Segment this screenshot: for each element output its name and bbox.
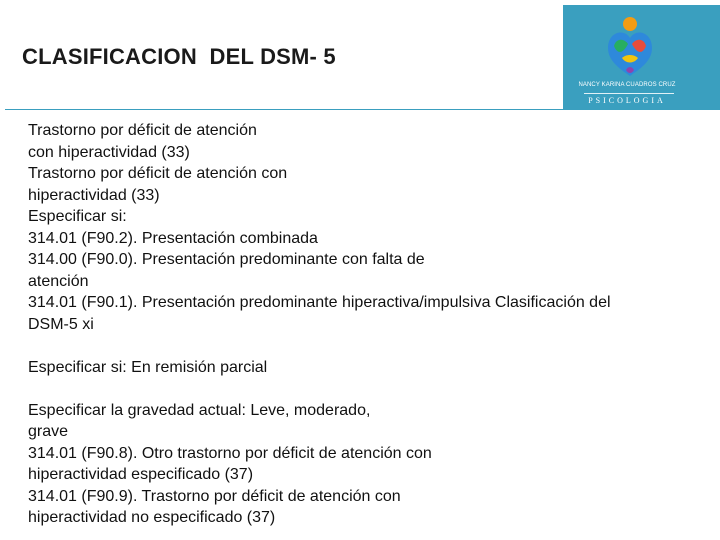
- logo-name: NANCY KARINA CUADROS CRUZ: [578, 82, 676, 88]
- body-line: hiperactividad especificado (37): [28, 466, 254, 483]
- body-line: hiperactividad no especificado (37): [28, 509, 276, 526]
- slide-header: [0, 0, 720, 110]
- body-line: con hiperactividad (33): [28, 143, 190, 161]
- body-line: DSM-5 xi: [28, 315, 94, 333]
- paragraph-gap: [28, 335, 708, 357]
- body-line: 314.01 (F90.9). Trastorno por déficit de atención con: [28, 487, 401, 505]
- logo-divider: [584, 93, 674, 94]
- body-line: hiperactividad (33): [28, 186, 160, 204]
- body-line: Trastorno por déficit de atención: [28, 122, 257, 139]
- body-line: atención: [28, 272, 89, 290]
- paragraph-gap: [28, 378, 708, 400]
- body-line: 314.00 (F90.0). Presentación predominante con falta de: [28, 251, 425, 268]
- body-line: Especificar la gravedad actual: Leve, moderado,: [28, 401, 371, 419]
- body-line: 314.01 (F90.8). Otro trastorno por déficit de atención con: [28, 444, 432, 462]
- body-line: 314.01 (F90.2). Presentación combinada: [28, 229, 318, 247]
- slide-body: [28, 120, 708, 529]
- logo-subtitle: PSICOLOGIA: [588, 96, 666, 105]
- slide-title: CLASIFICACION DEL DSM- 5: [22, 44, 336, 69]
- body-line: Especificar si:: [28, 208, 127, 225]
- body-line: Especificar si: En remisión parcial: [28, 358, 268, 376]
- body-line: Trastorno por déficit de atención con: [28, 165, 288, 182]
- body-line: grave: [28, 423, 69, 440]
- body-line: 314.01 (F90.1). Presentación predominante hiperactiva/impulsiva Clasificación del: [28, 294, 611, 311]
- psychology-logo-icon: [590, 10, 670, 90]
